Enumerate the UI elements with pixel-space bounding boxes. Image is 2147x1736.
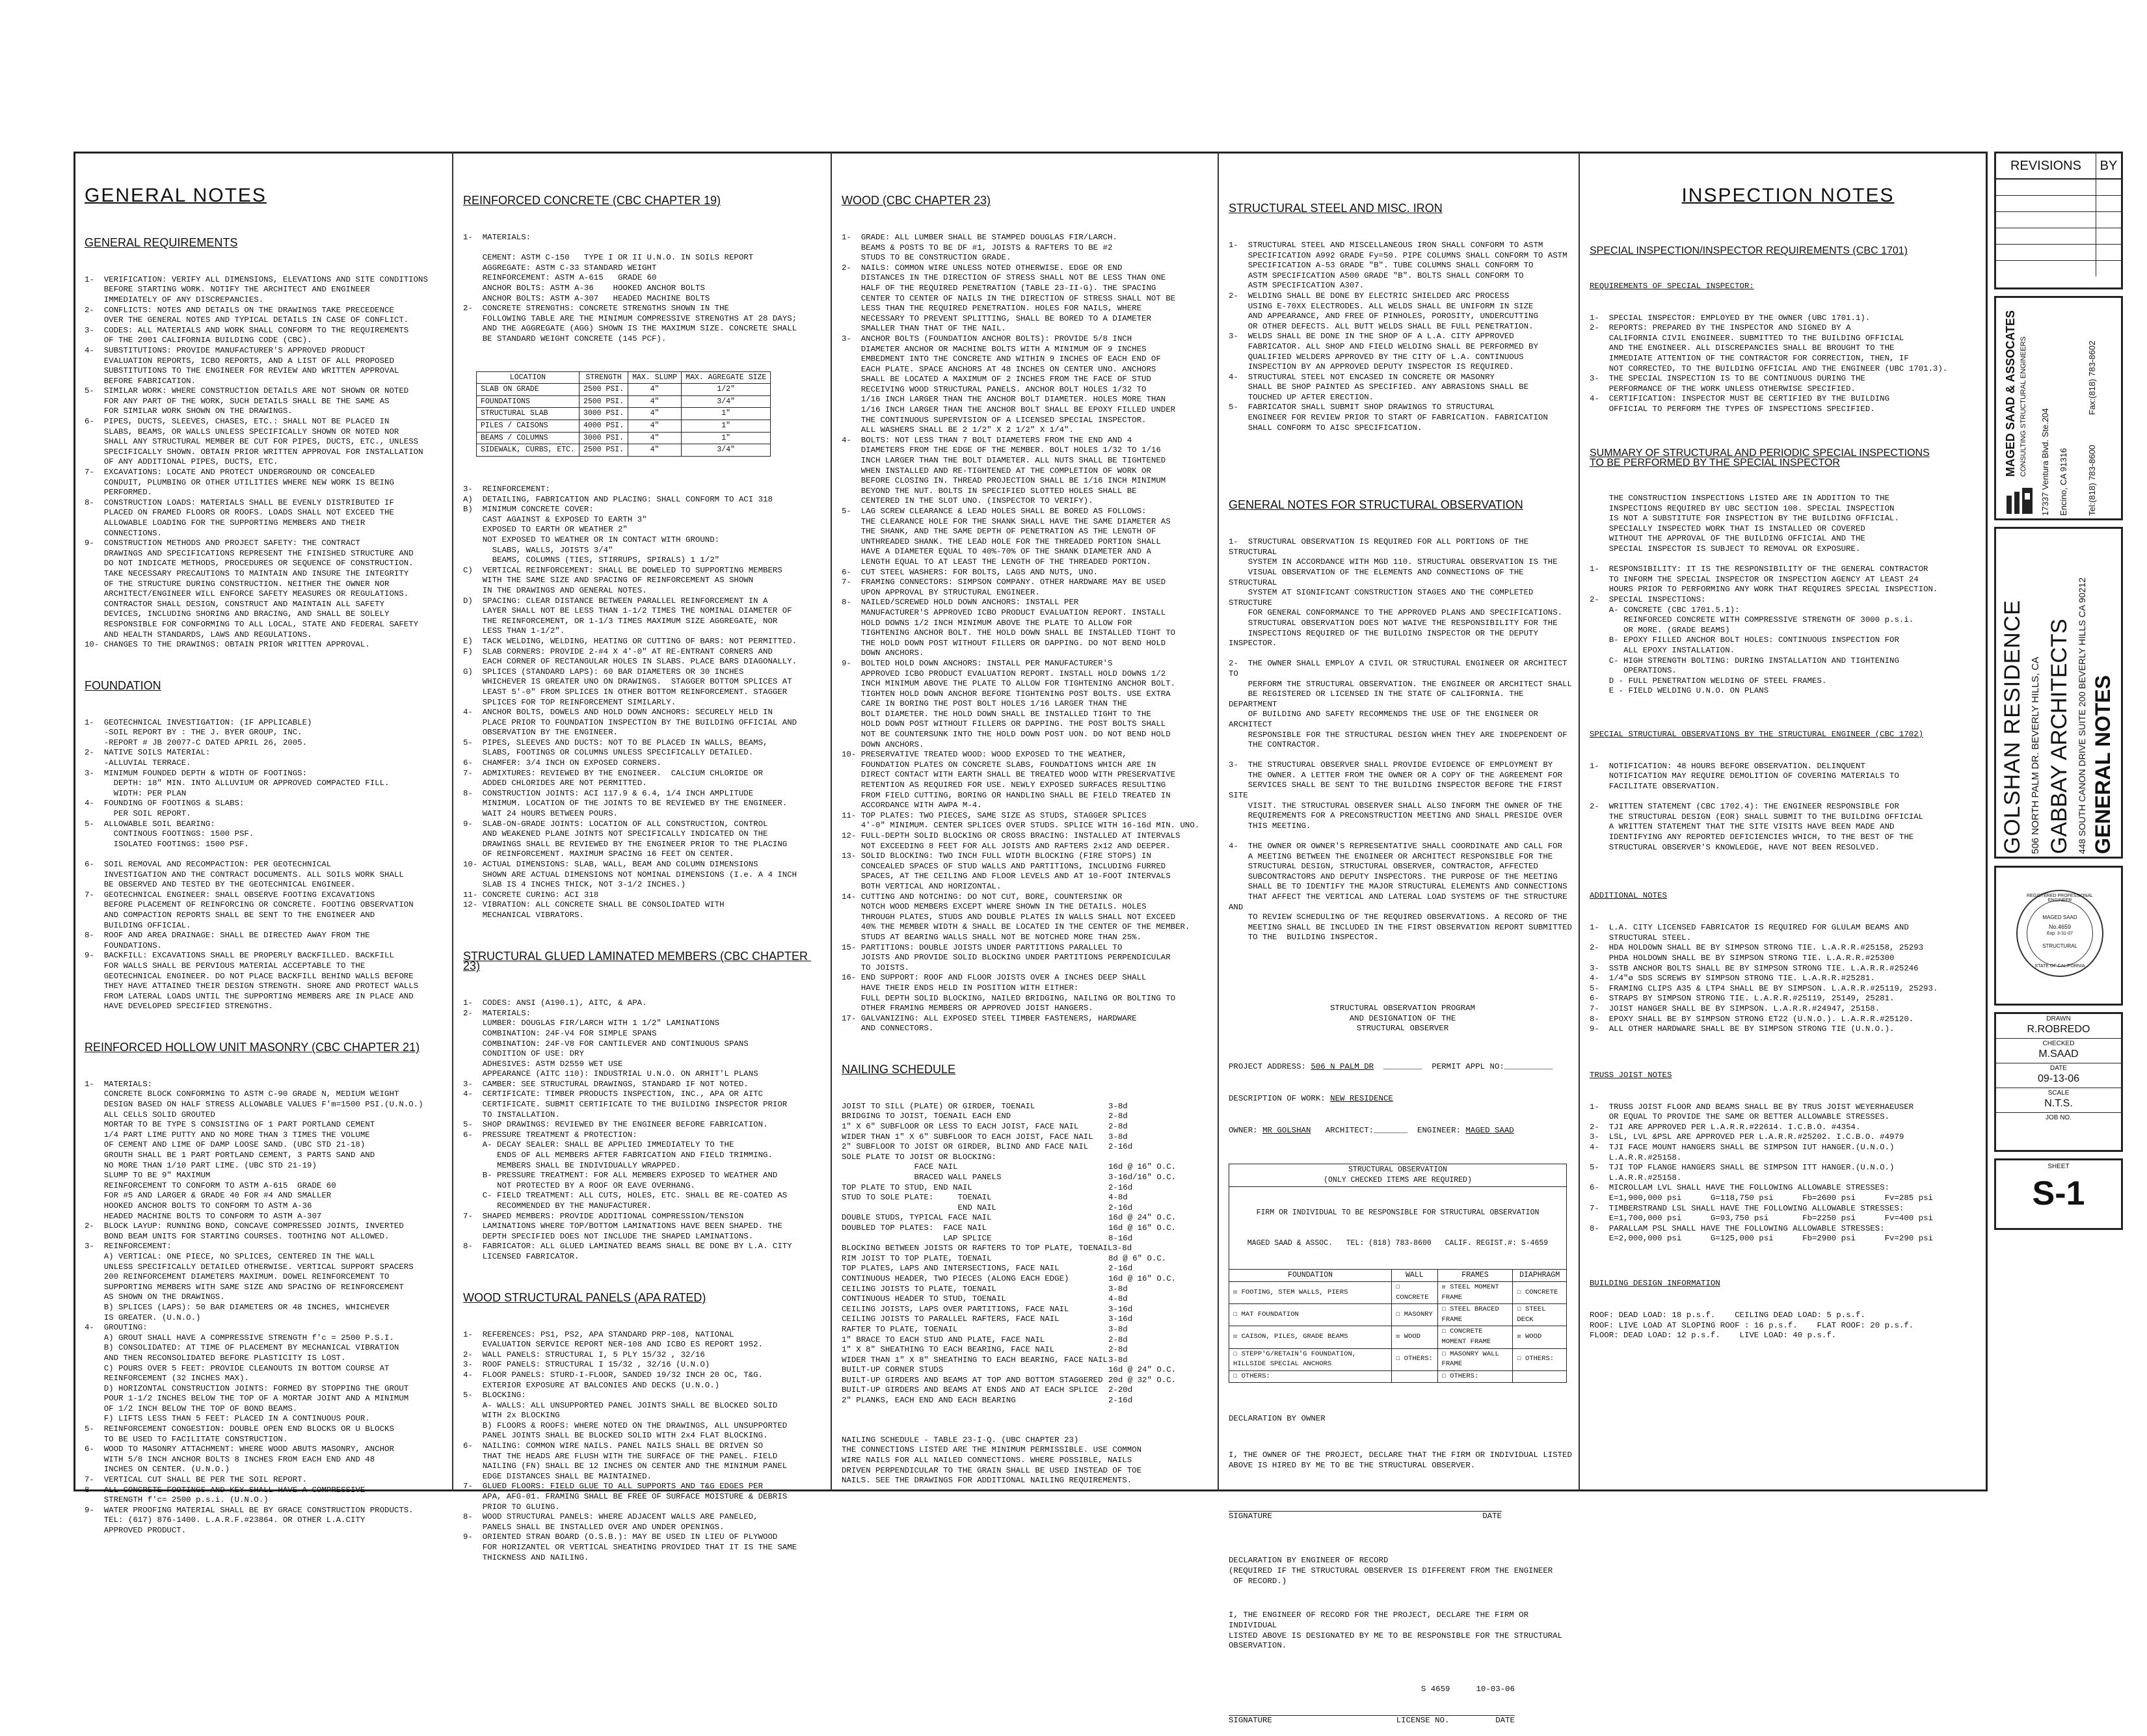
nailing-connection: FACE NAIL (842, 1162, 958, 1172)
checked-label: CHECKED (2042, 1040, 2075, 1047)
column-divider (831, 152, 832, 1491)
nailing-schedule-row (842, 1173, 1180, 1183)
observation-firm-cell (1229, 1186, 1567, 1270)
nailing-schedule-row (842, 1315, 1180, 1325)
nailing-schedule-row (842, 1376, 1180, 1386)
nailing-schedule-row (842, 1285, 1180, 1295)
nailing-fastener: 16d @ 24" O.C. (1108, 1365, 1177, 1375)
nailing-connection: LAP SPLICE (842, 1233, 992, 1243)
signature-date: 10-03-06 (1476, 1685, 1515, 1694)
concrete-table-cell: 1" (682, 420, 771, 433)
nailing-connection: JOIST TO SILL (PLATE) OR GIRDER, TOENAIL (842, 1101, 1035, 1111)
owner-value: MR GOLSHAN (1262, 1125, 1311, 1135)
observation-checkbox-cell: ☐ MAT FOUNDATION (1229, 1304, 1392, 1326)
nailing-fastener (1108, 1153, 1180, 1163)
building-design-heading: BUILDING DESIGN INFORMATION (1590, 1279, 1720, 1289)
summary-inspections-heading: SUMMARY OF STRUCTURAL AND PERIODIC SPECIAL INSPECTIONS TO BE PERFORMED BY THE SPECIAL INSPECTOR (1590, 447, 1930, 469)
observation-checkbox-cell: ☐ CONCRETE MOMENT FRAME (1437, 1326, 1513, 1348)
nailing-schedule-row (842, 1132, 1180, 1143)
concrete-table-cell: STRUCTURAL SLAB (477, 408, 580, 420)
revision-row (1996, 196, 2121, 212)
project-address-label: PROJECT ADDRESS: (1229, 1062, 1306, 1072)
nailing-connection: 2" SUBFLOOR TO JOIST OR GIRDER, BLIND AND FACE NAIL (842, 1142, 1089, 1152)
engineer-label: ENGINEER: (1417, 1125, 1461, 1135)
drawing-info-box (1994, 1012, 2123, 1152)
glulam-heading: STRUCTURAL GLUED LAMINATED MEMBERS (CBC CHAPTER 23) (463, 949, 812, 973)
special-inspection-heading: SPECIAL INSPECTION/INSPECTOR REQUIREMENTS (CBC 1701) (1590, 245, 1908, 256)
concrete-table-cell: 4" (628, 408, 682, 420)
observation-firm-tel: TEL: (818) 783-8600 (1346, 1238, 1432, 1248)
project-address-line: PROJECT ADDRESS: 506 N PALM DR ________ PERMIT APPL NO:__________ (1229, 1062, 1553, 1072)
nailing-fastener: 3-8d (1108, 1101, 1128, 1111)
revisions-by-label: BY (2100, 158, 2118, 173)
nailing-fastener: 2-16d (1108, 1182, 1133, 1192)
declaration-engineer-title: DECLARATION BY ENGINEER OF RECORD (REQUIRED IF THE STRUCTURAL OBSERVER IS DIFFERENT FROM THE ENGINEER OF RECORD.) (1229, 1556, 1553, 1586)
nailing-fastener: 2-16d (1108, 1203, 1133, 1212)
date-row (1996, 1063, 2121, 1088)
date-value: 09-13-06 (2037, 1073, 2080, 1084)
engineer-firm-box (1994, 296, 2123, 520)
observation-table (1229, 1164, 1567, 1383)
job-row (1996, 1113, 2121, 1136)
nailing-connection: STUD TO SOLE PLATE: TOENAIL (842, 1193, 992, 1203)
building-design-text: ROOF: DEAD LOAD: 18 p.s.f. CEILING DEAD LOAD: 5 p.s.f. ROOF: LIVE LOAD AT SLOPING ROOF : 16 p.s.f. FLAT ROOF: 20 p.s.f. FLOOR: DEAD LOAD: 12 p.s.f. LIVE LOAD: 40 p.s.f. (1590, 1310, 1914, 1341)
firm-name: MAGED SAAD & ASSOCATES (2004, 310, 2017, 477)
observation-checkbox-cell: ☐ OTHERS: (1513, 1348, 1567, 1370)
observation-column-header: FRAMES (1437, 1270, 1513, 1282)
column-inspection-notes (1590, 170, 1986, 1488)
nailing-schedule-row (842, 1213, 1180, 1223)
column-divider (1579, 152, 1580, 1491)
observation-checkbox-cell (1513, 1370, 1567, 1383)
nailing-connection: 1" BRACE TO EACH STUD AND PLATE, FACE NAIL (842, 1335, 1045, 1344)
declaration-owner-title: DECLARATION BY OWNER (1229, 1413, 1326, 1423)
project-title: GOLSHAN RESIDENCE (2000, 599, 2025, 854)
nailing-connection: DOUBLE STUDS, TYPICAL FACE NAIL (842, 1213, 992, 1223)
concrete-table-cell: 3/4" (682, 444, 771, 457)
observation-checkbox-cell: ☐ CONCRETE (1513, 1282, 1567, 1304)
nailing-fastener: 3-16d/16" O.C. (1108, 1173, 1177, 1182)
observation-checkbox-cell: ☐ MASONRY (1392, 1304, 1437, 1326)
project-box (1994, 527, 2123, 859)
additional-notes-text: 1- L.A. CITY LICENSED FABRICATOR IS REQUIRED FOR GLULAM BEAMS AND STRUCTURAL STEEL. 2- HDA HOLDOWN SHALL BE BY SIMPSON STRONG TIE. L.A.R.R.#25158, 25293 PHDA HOLDOWN SHALL BE BY SIMPSON STRONG TIE. L.A.R.R.#25300 3- SSTB ANCHOR BOLTS SHALL BE BY SIMPSON STRONG TIE. L.A.R.R.#25246 4- 1/4"ø SDS SCREWS BY SIMPSON STRONG TIE. L.A.R.R.#25281. 5- FRAMING CLIPS A35 & LTP4 SHALL BE BY SIMPSON. L.A.R.R.#25119, 25293. 6- STRAPS BY SIMPSON STRONG TIE. L.A.R.R.#25119, 25149, 25281. 7- JOIST HANGER SHALL BE BY SIMPSON. L.A.R.R.#24947, 25158. 8- EPOXY SHALL BE BY SIMPSON STRONG ET22 (U.N.O.). L.A.R.R.#25120. 9- ALL OTHER HARDWARE SHALL BE BY SIMPSON STRONG TIE (U.N.O.). (1590, 923, 1938, 1034)
nailing-fastener: 2-16d (1108, 1264, 1133, 1274)
seal-expiration: Exp. 3-31-07 (2046, 931, 2074, 936)
nailing-fastener: 16d @ 16" O.C. (1108, 1274, 1177, 1283)
nailing-fastener: 3-16d (1108, 1315, 1133, 1324)
observation-checkbox-cell: ☒ FOOTING, STEM WALLS, PIERS (1229, 1282, 1392, 1304)
wood-panels-text: 1- REFERENCES: PS1, PS2, APA STANDARD PRP-108, NATIONAL EVALUATION SERVICE REPORT NER-108 AND ICBO ES REPORT 1952. 2- WALL PANELS: STRUCTURAL I, 5 PLY 15/32 , 32/16 3- ROOF PANELS: STRUCTURAL I 15/32 , 32/16 (U.N.O) 4- FLOOR PANELS: STURD-I-FLOOR, SANDED 19/32 INCH 20 OC, T&G. EXTERIOR EXPOSURE AT BALCONIES AND DECKS (U.N.O.) 5- BLOCKING: A- WALLS: ALL UNSUPPORTED PANEL JOINTS SHALL BE BLOCKED SOLID WITH 2x BLOCKING B) FLOORS & ROOFS: WHERE NOTED ON THE DRAWINGS, ALL UNSUPPORTED PANEL JOINTS SHALL BE BLOCKED SOLID WITH 2x4 FLAT BLOCKING. 6- NAILING: COMMON WIRE NAILS. PANEL NAILS SHALL BE DRIVEN SO THAT THE HEADS ARE FLUSH WITH THE SURFACE OF THE PANEL. FIELD NAILING (FN) SHALL BE 12 INCHES ON CENTER AND THE MINIMUM PANEL EDGE DISTANCES SHALL BE MAINTAINED. 7- GLUED FLOORS: FIELD GLUE TO ALL SUPPORTS AND T&G EDGES PER APA, AFG-01. FRAMING SHALL BE FREE OF SURFACE MOISTURE & DEBRIS PRIOR TO GLUING. 8- WOOD STRUCTURAL PANELS: WHERE ADJACENT WALLS ARE PANELED, PANELS SHALL BE INSTALLED OVER AND UNDER OPENINGS. 9- ORIENTED STRAN BOARD (O.S.B.): MAY BE USED IN LIEU OF PLYWOOD FOR HORIZANTEL OR VERTICAL SHEATHING PROVIDED THAT IT IS THE SAME THICKNESS AND NAILING. (463, 1329, 797, 1562)
revision-row (1996, 180, 2121, 196)
general-requirements-heading: GENERAL REQUIREMENTS (85, 235, 238, 249)
nailing-fastener: 16d @ 24" O.C. (1108, 1213, 1177, 1223)
steel-text: 1- STRUCTURAL STEEL AND MISCELLANEOUS IRON SHALL CONFORM TO ASTM SPECIFICATION A992 GRADE Fy=50. PIPE COLUMNS SHALL CONFORM TO ASTM SPECIFICATION A-53 GRADE "B". TUBE COLUMNS SHALL CONFORM TO ASTM SPECIFICATION A500 GRADE "B". BOLTS SHALL CONFORM TO ASTM SPECIFICATION A307. 2- WELDING SHALL BE DONE BY ELECTRIC SHIELDED ARC PROCESS USING E-70XX ELECTRODES. ALL WELDS SHALL BE UNIFORM IN SIZE AND APPEARANCE, AND FREE OF PINHOLES, POROSITY, UNDERCUTTING OR OTHER DEFECTS. ALL BUTT WELDS SHALL BE FULL PENETRATION. 3- WELDS SHALL BE DONE IN THE SHOP OF A L.A. CITY APPROVED FABRICATOR. ALL SHOP AND FIELD WELDING SHALL BE PERFORMED BY QUALIFIED WELDERS APPROVED BY THE CITY OF L.A. CONTINUOUS INSPECTION BY AN APPROVED DEPUTY INSPECTOR IS REQUIRED. 4- STRUCTURAL STEEL NOT ENCASED IN CONCRETE OR MASONRY SHALL BE SHOP PAINTED AS SPECIFIED. ANY ABRASIONS SHALL BE TOUCHED UP AFTER ERECTION. 5- FABRICATOR SHALL SUBMIT SHOP DRAWINGS TO STRUCTURAL ENGINEER FOR REVIEW PRIOR TO START OF FABRICATION. FABRICATION SHALL CONFORM TO AISC SPECIFICATION. (1229, 240, 1567, 433)
nailing-schedule-row (842, 1112, 1180, 1122)
observation-checkbox-cell: ☐ STEEL BRACED FRAME (1437, 1304, 1513, 1326)
general-notes-title: GENERAL NOTES (85, 185, 267, 207)
observation-checkbox-cell: ☐ OTHERS: (1229, 1370, 1392, 1383)
concrete-table-cell: 4" (628, 384, 682, 396)
nailing-connection: BRACED WALL PANELS (842, 1173, 1002, 1182)
seal-type: STRUCTURAL (2042, 943, 2077, 949)
concrete-table-header: MAX. AGREGATE SIZE (682, 371, 771, 384)
nailing-connection: BUILT-UP GIRDERS AND BEAMS AT TOP AND BOTTOM STAGGERED (842, 1375, 1103, 1385)
concrete-table-row (477, 420, 771, 433)
concrete-table-row (477, 384, 771, 396)
observation-checkbox-cell (1392, 1370, 1437, 1383)
nailing-schedule-row (842, 1162, 1180, 1173)
observation-table-title: STRUCTURAL OBSERVATION (ONLY CHECKED ITEMS ARE REQUIRED) (1229, 1164, 1567, 1186)
concrete-table-cell: 4" (628, 432, 682, 444)
observation-text: 1- STRUCTURAL OBSERVATION IS REQUIRED FOR ALL PORTIONS OF THE STRUCTURAL SYSTEM IN ACCORDANCE WITH MGD 110. STRUCTURAL OBSERVATION IS THE VISUAL OBSERVATION OF THE ELEMENTS AND CONNECTIONS OF THE STRUCTURAL SYSTEM AT SIGNIFICANT CONSTRUCTION STAGES AND THE COMPLETED STRUCTURE FOR GENERAL CONFORMANCE TO THE APPROVED PLANS AND SPECIFICATIONS. STRUCTURAL OBSERVATION DOES NOT WAIVE THE RESPONSIBILITY FOR THE INSPECTIONS REQUIRED OF THE BUILDING INSPECTOR OR THE DEPUTY INSPECTOR. 2- THE OWNER SHALL EMPLOY A CIVIL OR STRUCTURAL ENGINEER OR ARCHITECT TO PERFORM THE STRUCTURAL OBSERVATION. THE ENGINEER OR ARCHITECT SHALL BE REGISTERED OR LICENSED IN THE STATE OF CALIFORNIA. THE DEPARTMENT OF BUILDING AND SAFETY RECOMMENDS THE USE OF THE ENGINEER OR ARCHITECT RESPONSIBLE FOR THE STRUCTURAL DESIGN WHEN THEY ARE INDEPENDENT OF THE CONTRACTOR. 3- THE STRUCTURAL OBSERVER SHALL PROVIDE EVIDENCE OF EMPLOYMENT BY THE OWNER. A LETTER FROM THE OWNER OR A COPY OF THE AGREEMENT FOR SERVICES SHALL BE SENT TO THE BUILDING INSPECTOR BEFORE THE FIRST SITE VISIT. THE STRUCTURAL OBSERVER SHALL ALSO INFORM THE OWNER OF THE REQUIREMENTS FOR A PRECONSTRUCTION MEETING AND SHALL PRESIDE OVER THIS MEETING. 4- THE OWNER OR OWNER'S REPRESENTATIVE SHALL COORDINATE AND CALL FOR A MEETING BETWEEN THE ENGINEER OR ARCHITECT RESPONSIBLE FOR THE STRUCTURAL DESIGN, STRUCTURAL OBSERVER, CONTRACTOR, AFFECTED SUBCONTRACTORS AND DEPUTY INSPECTORS. THE PURPOSE OF THE MEETING SHALL BE TO IDENTIFY THE MAJOR STRUCTURAL ELEMENTS AND CONNECTIONS THAT AFFECT THE VERTICAL AND LATERAL LOAD SYSTEMS OF THE STRUCTURE AND TO REVIEW SCHEDULING OF THE REQUIRED OBSERVATIONS. A RECORD OF THE MEETING SHALL BE INCLUDED IN THE FIRST OBSERVATION REPORT SUBMITTED TO THE BUILDING INSPECTOR. (1229, 537, 1572, 942)
truss-joist-heading: TRUSS JOIST NOTES (1590, 1070, 1672, 1080)
nailing-schedule-row (842, 1244, 1180, 1254)
concrete-table-cell: 4000 PSI. (579, 420, 628, 433)
nailing-schedule-footnote: NAILING SCHEDULE - TABLE 23-I-Q. (UBC CHAPTER 23) THE CONNECTIONS LISTED ARE THE MINIMUM PERMISSIBLE. USE COMMON WIRE NAILS FOR ALL NAILED CONNECTIONS. WHERE POSSIBLE, NAILS DRIVEN PERPENDICULAR TO THE GRAIN SHALL BE USED INSTEAD OF TOE NAILS. SEE THE DRAWINGS FOR ADDITIONAL NAILING REQUIREMENTS. (842, 1435, 1142, 1486)
engineer-signature-values (1229, 1685, 1515, 1695)
special-inspector-subheading: REQUIREMENTS OF SPECIAL INSPECTOR: (1590, 281, 1754, 291)
concrete-table-cell: FOUNDATIONS (477, 395, 580, 408)
nailing-connection: WIDER THAN 1" X 8" SHEATHING TO EACH BEARING, FACE NAIL (842, 1355, 1108, 1365)
nailing-schedule-row (842, 1254, 1180, 1264)
permit-label: PERMIT APPL NO: (1432, 1062, 1504, 1072)
nailing-fastener: 2-16d (1108, 1142, 1133, 1152)
observation-firm-reg: CALIF. REGIST.#: S-4659 (1445, 1238, 1549, 1248)
column-divider (1218, 152, 1219, 1491)
sheet-label: SHEET (2047, 1163, 2070, 1170)
concrete-table-row (477, 432, 771, 444)
structural-observations-text: 1- NOTIFICATION: 48 HOURS BEFORE OBSERVATION. DELINQUENT NOTIFICATION MAY REQUIRE DEMOLITION OF COVERING MATERIALS TO FACILITATE OBSERVATION. 2- WRITTEN STATEMENT (CBC 1702.4): THE ENGINEER RESPONSIBLE FOR THE STRUCTURAL DESIGN (EOR) SHALL SUBMIT TO THE BUILDING OFFICIAL A WRITTEN STATEMENT THAT THE SITE VISITS HAVE BEEN MADE AND IDENTIFYING ANY REPORTED DEFICIENCIES WHICH, TO THE BEST OF THE STRUCTURAL OBSERVER'S KNOWLEDGE, HAVE NOT BEEN RESOLVED. (1590, 761, 1924, 852)
concrete-table-cell: 1/2" (682, 384, 771, 396)
nailing-connection: CONTINUOUS HEADER, TWO PIECES (ALONG EACH EDGE) (842, 1274, 1069, 1283)
concrete-table-cell: PILES / CAISONS (477, 420, 580, 433)
concrete-reinforcement-text: 3- REINFORCEMENT: A) DETAILING, FABRICATION AND PLACING: SHALL CONFORM TO ACI 318 B) MINIMUM CONCRETE COVER: CAST AGAINST & EXPOSED TO EARTH 3" EXPOSED TO EARTH OR WEATHER 2" NOT EXPOSED TO WEATHER OR IN CONTACT WITH GROUND: SLABS, WALLS, JOISTS 3/4" BEAMS, COLUMNS (TIES, STIRRUPS, SPIRALS) 1 1/2" C) VERTICAL REINFORCEMENT: SHALL BE DOWELED TO SUPPORTING MEMBERS WITH THE SAME SIZE AND SPACING OF REINFORCEMENT AS SHOWN IN THE DRAWINGS AND GENERAL NOTES. D) SPACING: CLEAR DISTANCE BETWEEN PARALLEL REINFORCEMENT IN A LAYER SHALL NOT BE LESS THAN 1-1/2 TIMES THE NOMINAL DIAMETER OF THE REINFORCEMENT, OR 1-1/3 TIMES MAXIMUM SIZE AGGREGATE, NOR LESS THAN 1-1/2". E) TACK WELDING, WELDING, HEATING OR CUTTING OF BARS: NOT PERMITTED. F) SLAB CORNERS: PROVIDE 2-#4 X 4'-0" AT RE-ENTRANT CORNERS AND EACH CORNER OF RECTANGULAR HOLES IN SLABS. PLACE BARS DIAGONALLY. G) SPLICES (STANDARD LAPS): 60 BAR DIAMETERS OR 30 INCHES WHICHEVER IS GREATER UNO ON DRAWINGS. STAGGER BOTTOM SPLICES AT LEAST 5'-0" FROM SPLICES IN OTHER BOTTOM REINFORCEMENT. STAGGER SPLICES FOR TOP REINFORCEMENT SIMILARLY. 4- ANCHOR BOLTS, DOWELS AND HOLD DOWN ANCHORS: SECURELY HELD IN PLACE PRIOR TO FOUNDATION INSPECTION BY THE BUILDING OFFICIAL AND OBSERVATION BY THE ENGINEER. 5- PIPES, SLEEVES AND DUCTS: NOT TO BE PLACED IN WALLS, BEAMS, SLABS, FOOTINGS OR COLUMNS UNLESS SPECIFICALLY DETAILED. 6- CHAMFER: 3/4 INCH ON EXPOSED CORNERS. 7- ADMIXTURES: REVIEWED BY THE ENGINEER. CALCIUM CHLORIDE OR ADDED CHLORIDES ARE NOT PERMITTED. 8- CONSTRUCTION JOINTS: ACI 117.9 & 6.4, 1/4 INCH AMPLITUDE MINIMUM. LOCATION OF THE JOINTS TO BE REVIEWED BY THE ENGINEER. WAIT 24 HOURS BETWEEN POURS. 9- SLAB-ON-GRADE JOINTS: LOCATION OF ALL CONSTRUCTION, CONTROL AND WEAKENED PLANE JOINTS NOT SPECIFICALLY INDICATED ON THE DRAWINGS SHALL BE REVIEWED BY THE ENGINEER PRIOR TO THE PLACING OF REINFORCEMENT. MAXIMUM SPACING 16 FEET ON CENTER. 10- ACTUAL DIMENSIONS: SLAB, WALL, BEAM AND COLUMN DIMENSIONS SHOWN ARE ACTUAL DIMENSIONS NOT NOMINAL DIMENSIONS (I.e. A 4 INCH SLAB IS 4 INCHES THICK, NOT 3-1/2 INCHES.) 11- CONCRETE CURING: ACI 318 12- VIBRATION: ALL CONCRETE SHALL BE CONSOLIDATED WITH MECHANICAL VIBRATORS. (463, 485, 797, 920)
concrete-table-cell: 3000 PSI. (579, 408, 628, 420)
masonry-heading: REINFORCED HOLLOW UNIT MASONRY (CBC CHAPTER 21) (85, 1041, 420, 1054)
architect-address: 448 SOUTH CANON DRIVE SUITE 200 BEVERLY HILLS CA 90212 (2077, 577, 2087, 854)
nailing-connection: BRIDGING TO JOIST, TOENAIL EACH END (842, 1112, 1011, 1121)
sheet-title: GENERAL NOTES (2091, 675, 2114, 854)
concrete-table-cell: BEAMS / COLUMNS (477, 432, 580, 444)
nailing-fastener: 16d @ 16" O.C. (1108, 1162, 1177, 1172)
nailing-connection: CEILING JOISTS, LAPS OVER PARTITIONS, FACE NAIL (842, 1304, 1069, 1314)
nailing-connection: DOUBLED TOP PLATES: FACE NAIL (842, 1223, 987, 1233)
observation-checkbox-cell: ☒ CAISON, PILES, GRADE BEAMS (1229, 1326, 1392, 1348)
concrete-table-cell: 3/4" (682, 395, 771, 408)
description-label: DESCRIPTION OF WORK: (1229, 1093, 1326, 1103)
nailing-schedule-row (842, 1183, 1180, 1194)
nailing-schedule-row (842, 1274, 1180, 1285)
nailing-fastener: 8d @ 6" O.C. (1108, 1253, 1167, 1263)
concrete-table-row (477, 408, 771, 420)
column-general-notes (85, 170, 449, 1535)
nailing-schedule-row (842, 1223, 1180, 1234)
firm-logo-icon (2005, 487, 2034, 515)
nailing-fastener: 3-8d (1108, 1324, 1128, 1334)
wood-text: 1- GRADE: ALL LUMBER SHALL BE STAMPED DOUGLAS FIR/LARCH. BEAMS & POSTS TO BE DF #1, JOISTS & RAFTERS TO BE #2 STUDS TO BE CONSTRUCTION GRADE. 2- NAILS: COMMON WIRE UNLESS NOTED OTHERWISE. EDGE OR END DISTANCES IN THE DIRECTION OF STRESS SHALL NOT BE LESS THAN ONE HALF OF THE REQUIRED PENETRATION (TABLE 23-II-G). THE SPACING CENTER TO CENTER OF NAILS IN THE DIRECTION OF STRESS SHALL NOT BE LESS THAN THE REQUIRED PENETRATION. HOLES FOR NAILS, WHERE NECESSARY TO PREVENT SPLITTING, SHALL BE BORED TO A DIAMETER SMALLER THAN THAT OF THE NAIL. 3- ANCHOR BOLTS (FOUNDATION ANCHOR BOLTS): PROVIDE 5/8 INCH DIAMETER ANCHOR OR MACHINE BOLTS WITH A MINIMUM OF 9 INCHES EMBEDMENT INTO THE CONCRETE AND WITHIN 9 INCHES OF EACH END OF EACH PLATE. SPACE ANCHORS AT 48 INCHES ON CENTER UNO. ANCHORS SHALL BE LOCATED A MAXIMUM OF 2 INCHES FROM THE FACE OF STUD RECEIVING WOOD STRUCTURAL PANELS. ANCHOR BOLT HOLES 1/32 TO 1/16 INCH LARGER THAN THE ANCHOR BOLT DIAMETER. HOLES MORE THAN 1/16 INCH LARGER THAN THE ANCHOR BOLT SHALL BE EPOXY FILLED UNDER THE CONTINUOUS SUPERVISION OF A LICENSED SPECIAL INSPECTOR. ALL WASHERS SHALL BE 2 1/2" X 2 1/2" X 1/4". 4- BOLTS: NOT LESS THAN 7 BOLT DIAMETERS FROM THE END AND 4 DIAMETERS FROM THE EDGE OF THE MEMBER. BOLT HOLES 1/32 TO 1/16 INCH LARGER THAN THE BOLT DIAMETER. ALL NUTS SHALL BE TIGHTENED WHEN INSTALLED AND RE-TIGHTENED AT THE COMPLETION OF WORK OR BEFORE CLOSING IN. THREAD PROJECTION SHALL BE 1/16 INCH MINIMUM BEYOND THE NUT. BOLTS IN SPECIFIED SLOTTED HOLES SHALL BE CENTERED IN THE SLOT UNO. (INSPECTOR TO VERIFY). 5- LAG SCREW CLEARANCE & LEAD HOLES SHALL BE BORED AS FOLLOWS: THE CLEARANCE HOLE FOR THE SHANK SHALL HAVE THE SAME DIAMETER AS THE SHANK, AND THE SAME DEPTH OF PENETRATION AS THE LENGTH OF UNTHREADED SHANK. THE LEAD HOLE FOR THE THREADED PORTION SHALL HAVE A DIAMETER EQUAL TO 40%-70% OF THE SHANK DIAMETER AND A LENGTH EQUAL TO AT LEAST THE LENGTH OF THE THREADED PORTION. 6- CUT STEEL WASHERS: FOR BOLTS, LAGS AND NUTS, UNO. 7- FRAMING CONNECTORS: SIMPSON COMPANY. OTHER HARDWARE MAY BE USED UPON APPROVAL BY STRUCTURAL ENGINEER. 8- NAILED/SCREWED HOLD DOWN ANCHORS: INSTALL PER MANUFACTURER'S APPROVED ICBO PRODUCT EVALUATION REPORT. INSTALL HOLD DOWNS 1/2 INCH MINIMUM ABOVE THE PLATE TO ALLOW FOR TIGHTENING ANCHOR BOLT. THE HOLD DOWN SHALL BE INSTALLED TIGHT TO THE HOLD DOWN POST WITHOUT FILLERS OR DAPPING. DO NOT BEND HOLD DOWN ANCHORS. 9- BOLTED HOLD DOWN ANCHORS: INSTALL PER MANUFACTURER'S APPROVED ICBO PRODUCT EVALUATION REPORT. INSTALL HOLD DOWNS 1/2 INCH MINIMUM ABOVE THE PLATE TO ALLOW FOR TIGHTENING ANCHOR BOLT. TIGHTEN HOLD DOWN ANCHOR BEFORE TIGHTENING POST BOLTS. USE EXTRA CARE IN BORING THE POST BOLT HOLES 1/16 LARGER THAN THE BOLT DIAMETER. THE HOLD DOWN SHALL BE INSTALLED TIGHT TO THE HOLD DOWN POST WITHOUT FILLERS OR DAPPING. THE POST BOLTS SHALL NOT BE COUNTERSUNK INTO THE HOLD DOWN POST UON. DO NOT BEND HOLD DOWN ANCHORS. 10- PRESERVATIVE TREATED WOOD: WOOD EXPOSED TO THE WEATHER, FOUNDATION PLATES ON CONCRETE SLABS, FOUNDATIONS WHICH ARE IN DIRECT CONTACT WITH EARTH SHALL BE TREATED WOOD WITH PRESERVATIVE RETENTION AS REQUIRED FOR USE. NEWLY EXPOSED SURFACES RESULTING FROM FIELD CUTTING, BORING OR HANDLING SHALL BE FIELD TREATED IN ACCORDANCE WITH AWPA M-4. 11- TOP PLATES: TWO PIECES, SAME SIZE AS STUDS, STAGGER SPLICES 4'-0" MINIMUM. CENTER SPLICES OVER STUDS. SPLICE WITH 16-16d MIN. UNO. 12- FULL-DEPTH SOLID BLOCKING OR CROSS BRACING: INSTALLED AT INTERVALS NOT EXCEEDING 8 FEET FOR ALL JOISTS AND RAFTERS 2x12 AND DEEPER. 13- SOLID BLOCKING: TWO INCH FULL WIDTH BLOCKING (FIRE STOPS) IN CONCEALED SPACES OF STUD WALLS AND PARTITIONS, INCLUDING FURRED SPACES, AT THE CEILING AND FLOOR LEVELS AND AT 10-FOOT INTERVALS BOTH VERTICAL AND HORIZONTAL. 14- CUTTING AND NOTCHING: DO NOT CUT, BORE, COUNTERSINK OR NOTCH WOOD MEMBERS EXCEPT WHERE SHOWN IN THE DETAILS. HOLES THROUGH PLATES, STUDS AND DOUBLE PLATES IN WALLS SHALL NOT EXCEED 40% THE MEMBER WIDTH & SHALL BE LOCATED IN THE CENTER OF THE MEMBER. STUDS AT BEARING WALLS SHALL NOT BE NOTCHED MORE THAN 25%. 15- PARTITIONS: DOUBLE JOISTS UNDER PARTITIONS PARALLEL TO JOISTS AND PROVIDE SOLID BLOCKING UNDER PARTITIONS PERPENDICULAR TO JOISTS. 16- END SUPPORT: ROOF AND FLOOR JOISTS OVER A INCHES DEEP SHALL HAVE THEIR ENDS HELD IN POSITION WITH EITHER: FULL DEPTH SOLID BLOCKING, NAILED BRIDGING, NAILING OR BOLTING TO OTHER FRAMING MEMBERS OR APPROVED JOIST HANGERS. 17- GALVANIZING: ALL EXPOSED STEEL TIMBER FASTENERS, HARDWARE AND CONNECTORS. (842, 232, 1200, 1034)
seal-state: STATE OF CALIFORNIA (2034, 964, 2085, 968)
nailing-connection: TOP PLATES, LAPS AND INTERSECTIONS, FACE NAIL (842, 1264, 1060, 1274)
observation-row (1229, 1282, 1567, 1304)
concrete-table-header: MAX. SLUMP (628, 371, 682, 384)
foundation-heading: FOUNDATION (85, 678, 161, 692)
owner-signature-line (1229, 1511, 1502, 1522)
nailing-schedule-list (842, 1102, 1180, 1406)
owner-signature-label: SIGNATURE (1229, 1511, 1272, 1521)
observation-heading: GENERAL NOTES FOR STRUCTURAL OBSERVATION (1229, 498, 1523, 512)
wood-heading: WOOD (CBC CHAPTER 23) (842, 194, 991, 207)
project-address-value: 506 N PALM DR (1311, 1062, 1374, 1072)
nailing-schedule-row (842, 1102, 1180, 1112)
concrete-heading: REINFORCED CONCRETE (CBC CHAPTER 19) (463, 194, 721, 207)
revisions-label: REVISIONS (1996, 154, 2096, 178)
nailing-fastener: 8-16d (1108, 1233, 1133, 1243)
nailing-fastener: 3-8d (1108, 1132, 1128, 1142)
drawn-row (1996, 1014, 2121, 1039)
observation-firm-line: FIRM OR INDIVIDUAL TO BE RESPONSIBLE FOR STRUCTURAL OBSERVATION (1256, 1208, 1540, 1217)
concrete-table-cell: 4" (628, 395, 682, 408)
drawn-value: R.ROBREDO (2027, 1024, 2090, 1035)
checked-value: M.SAAD (2038, 1048, 2079, 1060)
firm-address-1: 17337 Ventura Blvd. Ste.204 (2040, 408, 2050, 516)
seal-box (1994, 866, 2123, 1006)
license-label: LICENSE NO. (1396, 1715, 1450, 1725)
nailing-schedule-row (842, 1294, 1180, 1305)
nailing-schedule-row (842, 1264, 1180, 1274)
concrete-table-row (477, 395, 771, 408)
nailing-connection: BUILT-UP GIRDERS AND BEAMS AT ENDS AND AT EACH SPLICE (842, 1385, 1099, 1395)
scale-label: SCALE (2047, 1089, 2070, 1097)
concrete-table-cell: SLAB ON GRADE (477, 384, 580, 396)
nailing-schedule-row (842, 1365, 1180, 1376)
nailing-schedule-row (842, 1385, 1180, 1396)
observation-checkbox-cell: ☒ STEEL MOMENT FRAME (1437, 1282, 1513, 1304)
observation-checkbox-cell: ☒ WOOD (1513, 1326, 1567, 1348)
nailing-connection: CONTINUOUS HEADER TO STUD, TOENAIL (842, 1294, 1006, 1304)
column-concrete-wood (463, 170, 827, 1562)
firm-address-2: Encino, CA 91316 (2059, 447, 2068, 516)
revisions-header (1996, 154, 2121, 180)
nailing-schedule-row (842, 1325, 1180, 1335)
revision-row (1996, 261, 2121, 276)
nailing-connection: WIDER THAN 1" X 6" SUBFLOOR TO EACH JOIST, FACE NAIL (842, 1132, 1093, 1142)
observation-checkbox-cell: ☒ WOOD (1392, 1326, 1437, 1348)
engineer-date-label: DATE (1495, 1715, 1515, 1725)
column-steel-observation (1229, 170, 1577, 1725)
engineer-seal (2016, 890, 2103, 977)
concrete-table-header: STRENGTH (579, 371, 628, 384)
glulam-text: 1- CODES: ANSI (A190.1), AITC, & APA. 2- MATERIALS: LUMBER: DOUGLAS FIR/LARCH WITH 1 1/2" LAMINATIONS COMBINATION: 24F-V4 FOR SIMPLE SPANS COMBINATION: 24F-V8 FOR CANTILEVER AND CONTINUOUS SPANS CONDITION OF USE: DRY ADHESIVES: ASTM D2559 WET USE APPEARANCE (AITC 110): INDUSTRIAL U.N.O. ON ARHIT'L PLANS 3- CAMBER: SEE STRUCTURAL DRAWINGS, STANDARD IF NOT NOTED. 4- CERTIFICATE: TIMBER PRODUCTS INSPECTION, INC., APA OR AITC CERTIFICATE. SUBMIT CERTIFICATE TO THE BUILDING INSPECTOR PRIOR TO INSTALLATION. 5- SHOP DRAWINGS: REVIEWED BY THE ENGINEER BEFORE FABRICATION. 6- PRESSURE TREATMENT & PROTECTION: A- DECAY SEALER: SHALL BE APPLIED IMMEDIATELY TO THE ENDS OF ALL MEMBERS AFTER FABRICATION AND FIELD TRIMMING. MEMBERS SHALL BE INDIVIDUALLY WRAPPED. B- PRESSURE TREATMENT: FOR ALL MEMBERS EXPOSED TO WEATHER AND NOT PROTECTED BY A ROOF OR EAVE OVERHANG. C- FIELD TREATMENT: ALL CUTS, HOLES, ETC. SHALL BE RE-COATED AS RECOMMENDED BY THE MANUFACTURER. 7- SHAPED MEMBERS: PROVIDE ADDITIONAL COMPRESSION/TENSION LAMINATIONS WHERE TOP/BOTTOM LAMINATIONS HAVE BEEN SHAPED. THE DEPTH SPECIFIED DOES NOT INCLUDE THE SHAPED LAMINATIONS. 8- FABRICATOR: ALL GLUED LAMINATED BEAMS SHALL BE DONE BY L.A. CITY LICENSED FABRICATOR. (463, 998, 792, 1261)
revision-row (1996, 228, 2121, 245)
scale-row (1996, 1088, 2121, 1113)
observation-checkbox-cell: ☐ CONCRETE (1392, 1282, 1437, 1304)
column-divider (452, 152, 453, 1491)
owner-label: OWNER: (1229, 1125, 1258, 1135)
nailing-connection: SOLE PLATE TO JOIST OR BLOCKING: (842, 1152, 996, 1162)
license-number: S 4659 (1420, 1685, 1450, 1694)
firm-telephone: Tel:(818) 783-8600 (2087, 444, 2097, 516)
concrete-table-cell: 2500 PSI. (579, 395, 628, 408)
summary-inspections-text: THE CONSTRUCTION INSPECTIONS LISTED ARE IN ADDITION TO THE INSPECTIONS REQUIRED BY UBC SECTION 108. SPECIAL INSPECTION IS NOT A SUBSTITUTE FOR INSPECTION BY THE BUILDING OFFICIAL. SPECIALLY INSPECTED WORK THAT IS INSTALLED OR COVERED WITHOUT THE APPROVAL OF THE BUILDING OFFICIAL AND THE SPECIAL INSPECTOR IS SUBJECT TO REMOVAL OR EXPOSURE. 1- RESPONSIBILITY: IT IS THE RESPONSIBILITY OF THE GENERAL CONTRACTOR TO INFORM THE SPECIAL INSPECTOR OR INSPECTION AGENCY AT LEAST 24 HOURS PRIOR TO PERFORMING ANY WORK THAT REQUIRES SPECIAL INSPECTION. 2- SPECIAL INSPECTIONS: A- CONCRETE (CBC 1701.5.1): REINFORCED CONCRETE WITH COMPRESSIVE STRENGTH OF 3000 p.s.i. OR MORE. (GRADE BEAMS) B- EPOXY FILLED ANCHOR BOLT HOLES: CONTINUOUS INSPECTION FOR ALL EPOXY INSTALLATION. C- HIGH STRENGTH BOLTING: DURING INSTALLATION AND TIGHTENING OPERATIONS. D - FULL PENETRATION WELDING OF STEEL FRAMES. E - FIELD WELDING U.N.O. ON PLANS (1590, 494, 1938, 696)
observation-row (1229, 1370, 1567, 1383)
nailing-fastener: 4-8d (1108, 1193, 1128, 1203)
general-requirements-text: 1- VERIFICATION: VERIFY ALL DIMENSIONS, ELEVATIONS AND SITE CONDITIONS BEFORE STARTING WORK. NOTIFY THE ARCHITECT AND ENGINEER IMMEDIATELY OF ANY DISCREPANCIES. 2- CONFLICTS: NOTES AND DETAILS ON THE DRAWINGS TAKE PRECEDENCE OVER THE GENERAL NOTES AND TYPICAL DETAILS IN CASE OF CONFLICT. 3- CODES: ALL MATERIALS AND WORK SHALL CONFORM TO THE REQUIREMENTS OF THE 2001 CALIFORNIA BUILDING CODE (CBC). 4- SUBSTITUTIONS: PROVIDE MANUFACTURER'S APPROVED PRODUCT EVALUATION REPORTS, ICBO REPORTS, AND A LIST OF ALL PROPOSED SUBSTITUTIONS TO THE ENGINEER FOR REVIEW AND WRITTEN APPROVAL BEFORE FABRICATION. 5- SIMILAR WORK: WHERE CONSTRUCTION DETAILS ARE NOT SHOWN OR NOTED FOR ANY PART OF THE WORK, SUCH DETAILS SHALL BE THE SAME AS FOR SIMILAR WORK SHOWN ON THE DRAWINGS. 6- PIPES, DUCTS, SLEEVES, CHASES, ETC.: SHALL NOT BE PLACED IN SLABS, BEAMS, OR WALLS UNLESS SPECIFICALLY SHOWN OR NOTED NOR SHALL ANY STRUCTURAL MEMBER BE CUT FOR PIPES, DUCTS, ETC., UNLESS SPECIFICALLY SHOWN. OBTAIN PRIOR WRITTEN APPROVAL FOR INSTALLATION OF ANY ADDITIONAL PIPES, DUCTS, ETC. 7- EXCAVATIONS: LOCATE AND PROTECT UNDERGROUND OR CONCEALED CONDUIT, PLUMBING OR OTHER UTILITIES WHERE NEW WORK IS BEING PERFORMED. 8- CONSTRUCTION LOADS: MATERIALS SHALL BE EVENLY DISTRIBUTED IF PLACED ON FRAMED FLOORS OR ROOFS. LOADS SHALL NOT EXCEED THE ALLOWABLE LOADING FOR THE SUPPORTING MEMBERS AND THEIR CONNECTIONS. 9- CONSTRUCTION METHODS AND PROJECT SAFETY: THE CONTRACT DRAWINGS AND SPECIFICATIONS REPRESENT THE FINISHED STRUCTURE AND DO NOT INDICATE METHODS, PROCEDURES OR SEQUENCE OF CONSTRUCTION. TAKE NECESSARY PRECAUTIONS TO MAINTAIN AND INSURE THE INTEGRITY OF THE STRUCTURE DURING CONSTRUCTION. NEITHER THE OWNER NOR ARCHITECT/ENGINEER WILL ENFORCE SAFETY MEASURES OR REGULATIONS. CONTRACTOR SHALL DESIGN, CONSTRUCT AND MAINTAIN ALL SAFETY DEVICES, INCLUDING SHORING AND BRACING, AND SHALL BE SOLELY RESPONSIBLE FOR CONFORMING TO ALL LOCAL, STATE AND FEDERAL SAFETY AND HEALTH STANDARDS, LAWS AND REGULATIONS. 10- CHANGES TO THE DRAWINGS: OBTAIN PRIOR WRITTEN APPROVAL. (85, 274, 428, 650)
nailing-schedule-row (842, 1345, 1180, 1355)
concrete-table-cell: 2500 PSI. (579, 384, 628, 396)
observation-program-title: STRUCTURAL OBSERVATION PROGRAM AND DESIGNATION OF THE STRUCTURAL OBSERVER (1329, 1004, 1476, 1034)
firm-subtitle: CONSULTING STRUCTURAL ENGINEERS (2020, 336, 2027, 477)
observation-checkbox-cell: ☐ MASONRY WALL FRAME (1437, 1348, 1513, 1370)
architect-label: ARCHITECT: (1325, 1125, 1374, 1135)
revisions-box (1994, 152, 2123, 289)
truss-joist-text: 1- TRUSS JOIST FLOOR AND BEAMS SHALL BE BY TRUS JOIST WEYERHAEUSER OR EQUAL TO PROVIDE THE SAME OR BETTER ALLOWABLE STRESSES. 2- TJI ARE APPROVED PER L.A.R.R.#22614. I.C.B.O. #4354. 3- LSL, LVL &PSL ARE APPROVED PER L.A.R.R.#25202. I.C.B.O. #4979 4- TJI FACE MOUNT HANGERS SHALL BE SIMPSON IUT HANGER.(U.N.O.) L.A.R.R.#25158. 5- TJI TOP FLANGE HANGERS SHALL BE SIMPSON ITT HANGER.(U.N.O.) L.A.R.R.#25158. 6- MICROLLAM LVL SHALL HAVE THE FOLLOWING ALLOWABLE STRESSES: E=1,900,000 psi G=118,750 psi Fb=2600 psi Fv=285 psi 7- TIMBERSTRAND LSL SHALL HAVE THE FOLLOWING ALLOWABLE STRESSES: E=1,700,000 psi G=93,750 psi Fb=2250 psi Fv=400 psi 8- PARALLAM PSL SHALL HAVE THE FOLLOWING ALLOWABLE STRESSES: E=2,000,000 psi G=125,000 psi Fb=2900 psi Fv=290 psi (1590, 1102, 1933, 1244)
nailing-fastener: 2-8d (1108, 1335, 1128, 1344)
nailing-connection: BUILT-UP CORNER STUDS (842, 1365, 944, 1375)
nailing-connection: CEILING JOISTS TO PARALLEL RAFTERS, FACE NAIL (842, 1315, 1060, 1324)
nailing-connection: 2" PLANKS, EACH END AND EACH BEARING (842, 1396, 1016, 1406)
nailing-fastener: 3-8d (1108, 1355, 1128, 1365)
nailing-fastener: 3-16d (1108, 1304, 1133, 1314)
concrete-table-cell: 2500 PSI. (579, 444, 628, 457)
nailing-connection: 1" X 6" SUBFLOOR OR LESS TO EACH JOIST, FACE NAIL (842, 1122, 1079, 1132)
wood-panels-heading: WOOD STRUCTURAL PANELS (APA RATED) (463, 1290, 706, 1304)
project-address: 506 NORTH PALM DR. BEVERLY HILLS, CA (2030, 656, 2041, 854)
nailing-connection: CEILING JOISTS TO PLATE, TOENAIL (842, 1284, 996, 1294)
checked-row (1996, 1039, 2121, 1063)
steel-heading: STRUCTURAL STEEL AND MISC. IRON (1229, 202, 1443, 215)
seal-number: No.4659 (2048, 924, 2072, 930)
engineer-signature-label: SIGNATURE (1229, 1715, 1272, 1725)
engineer-signature-line (1229, 1715, 1515, 1726)
revision-row (1996, 212, 2121, 228)
column-wood-nailing (842, 170, 1216, 1488)
scale-value: N.T.S. (2044, 1098, 2073, 1109)
special-inspection-text: 1- SPECIAL INSPECTOR: EMPLOYED BY THE OWNER (UBC 1701.1). 2- REPORTS: PREPARED BY THE INSPECTOR AND SIGNED BY A CALIFORNIA CIVIL ENGINEER. SUBMITTED TO THE BUILDING OFFICIAL AND THE ENGINEER. ALL DISCREPANCIES SHALL BE BROUGHT TO THE IMMEDIATE ATTENTION OF THE CONTRACTOR FOR CORRECTION, THEN, IF NOT CORRECTED, TO THE BUILDING OFFICIAL AND THE ENGINEER (UBC 1701.3). 3- THE SPECIAL INSPECTION IS TO BE CONTINUOUS DURING THE PERFORMANCE OF THE WORK UNLESS OTHERWISE SPECIFIED. 4- CERTIFICATION: INSPECTOR MUST BE CERTIFIED BY THE BUILDING OFFICIAL TO PERFORM THE TYPES OF INSPECTIONS SPECIFIED. (1590, 313, 1948, 414)
nailing-schedule-row (842, 1142, 1180, 1153)
nailing-connection: RIM JOIST TO TOP PLATE, TOENAIL (842, 1253, 992, 1263)
seal-name: MAGED SAAD (2042, 915, 2077, 920)
title-block (1994, 152, 2123, 1491)
observation-firm-name: MAGED SAAD & ASSOC. (1247, 1238, 1333, 1248)
nailing-fastener: 2-8d (1108, 1345, 1128, 1355)
description-value: NEW RESIDENCE (1330, 1093, 1393, 1103)
observation-column-header: WALL (1392, 1270, 1437, 1282)
nailing-connection: TOP PLATE TO STUD, END NAIL (842, 1182, 972, 1192)
nailing-connection: BLOCKING BETWEEN JOISTS OR RAFTERS TO TOP PLATE, TOENAIL (842, 1244, 1113, 1253)
structural-observations-heading: SPECIAL STRUCTURAL OBSERVATIONS BY THE STRUCTURAL ENGINEER (CBC 1702) (1590, 730, 1924, 740)
description-line (1229, 1094, 1577, 1104)
nailing-schedule-row (842, 1203, 1180, 1214)
nailing-connection: 1" X 8" SHEATHING TO EACH BEARING, FACE NAIL (842, 1345, 1055, 1355)
concrete-table-cell: 1" (682, 408, 771, 420)
observation-firm-details (1233, 1238, 1562, 1249)
declaration-owner-text: I, THE OWNER OF THE PROJECT, DECLARE THAT THE FIRM OR INDIVIDUAL LISTED ABOVE IS HIRED BY ME TO BE THE STRUCTURAL OBSERVER. (1229, 1450, 1572, 1470)
nailing-fastener: 2-20d (1108, 1385, 1133, 1395)
observation-column-header: DIAPHRAGM (1513, 1270, 1567, 1282)
nailing-schedule-row (842, 1305, 1180, 1315)
declaration-engineer-text: I, THE ENGINEER OF RECORD FOR THE PROJECT, DECLARE THE FIRM OR INDIVIDUAL LISTED ABOVE IS DESIGNATED BY ME TO BE RESPONSIBLE FOR THE STRUCTURAL OBSERVATION. (1229, 1610, 1563, 1651)
revision-row (1996, 245, 2121, 261)
nailing-fastener: 3-8d (1112, 1244, 1132, 1253)
architect-name: GABBAY ARCHITECTS (2047, 619, 2072, 854)
nailing-fastener: 16d @ 16" O.C. (1108, 1223, 1177, 1233)
engineer-value: MAGED SAAD (1465, 1125, 1514, 1135)
additional-notes-heading: ADDITIONAL NOTES (1590, 891, 1667, 901)
observation-row (1229, 1326, 1567, 1348)
concrete-materials-text: 1- MATERIALS: CEMENT: ASTM C-150 TYPE I OR II U.N.O. IN SOILS REPORT AGGREGATE: ASTM C-33 STANDARD WEIGHT REINFORCEMENT: ASTM A-615 GRADE 60 ANCHOR BOLTS: ASTM A-36 HOOKED ANCHOR BOLTS ANCHOR BOLTS: ASTM A-307 HEADED MACHINE BOLTS 2- CONCRETE STRENGTHS: CONCRETE STRENGTHS SHOWN IN THE FOLLOWING TABLE ARE THE MINIMUM COMPRESSIVE STRENGTHS AT 28 DAYS; AND THE AGGREGATE (AGG) SHOWN IS THE MAXIMUM SIZE. CONCRETE SHALL BE STANDARD WEIGHT CONCRETE (145 PCF). (463, 232, 797, 343)
nailing-schedule-row (842, 1234, 1180, 1244)
sheet-number: S-1 (2032, 1175, 2085, 1212)
concrete-table-cell: 1" (682, 432, 771, 444)
concrete-table-header: LOCATION (477, 371, 580, 384)
nailing-fastener: 4-8d (1108, 1294, 1128, 1304)
nailing-fastener: 3-8d (1108, 1284, 1128, 1294)
job-value (1996, 1121, 2121, 1136)
nailing-fastener: 2-16d (1108, 1396, 1133, 1406)
observation-row (1229, 1348, 1567, 1370)
observation-checkbox-cell: ☐ STEPP'G/RETAIN'G FOUNDATION, HILLSIDE SPECIAL ANCHORS (1229, 1348, 1392, 1370)
concrete-table-cell: 4" (628, 420, 682, 433)
sheet-number-box (1994, 1158, 2123, 1230)
inspection-notes-title: INSPECTION NOTES (1681, 185, 1895, 207)
nailing-fastener: 20d @ 32" O.C. (1108, 1375, 1177, 1385)
nailing-connection: RAFTER TO PLATE, TOENAIL (842, 1324, 958, 1334)
concrete-table-row (477, 444, 771, 457)
date-label: DATE (2050, 1065, 2067, 1072)
nailing-connection: END NAIL (842, 1203, 996, 1212)
concrete-table-cell: 4" (628, 444, 682, 457)
nailing-fastener: 2-8d (1108, 1112, 1128, 1121)
nailing-schedule-row (842, 1122, 1180, 1132)
nailing-fastener: 2-8d (1108, 1122, 1128, 1132)
nailing-schedule-row (842, 1335, 1180, 1346)
nailing-schedule-row (842, 1193, 1180, 1203)
observation-checkbox-cell: ☐ OTHERS: (1437, 1370, 1513, 1383)
observation-checkbox-cell: ☐ STEEL DECK (1513, 1304, 1567, 1326)
observation-column-header: FOUNDATION (1229, 1270, 1392, 1282)
observation-row (1229, 1304, 1567, 1326)
concrete-strength-table (476, 371, 771, 457)
nailing-schedule-row (842, 1153, 1180, 1163)
concrete-table-cell: SIDEWALK, CURBS, ETC. (477, 444, 580, 457)
owner-date-label: DATE (1482, 1511, 1502, 1521)
masonry-text: 1- MATERIALS: CONCRETE BLOCK CONFORMING TO ASTM C-90 GRADE N, MEDIUM WEIGHT DESIGN BASED ON HALF STRESS ALLOWABLE VALUES F'm=1500 PSI.(U.N.O.) ALL CELLS SOLID GROUTED MORTAR TO BE TYPE S CONSISTING OF 1 PART PORTLAND CEMENT 1/4 PART LIME PUTTY AND NO MORE THAN 3 TIMES THE VOLUME OF CEMENT AND LIME OF DAMP LOOSE SAND. (UBC STD 21-18) GROUTH SHALL BE 1 PART PORTLAND CEMENT, 3 PARTS SAND AND NO MORE THAN 1/10 PART LIME. (UBC STD 21-19) SLUMP TO BE 9" MAXIMUM REINFORCEMENT TO CONFORM TO ASTM A-615 GRADE 60 FOR #5 AND LARGER & GRADE 40 FOR #4 AND SMALLER HOOKED ANCHOR BOLTS TO CONFORM TO ASTM A-36 HEADED MACHINE BOLTS TO CONFORM TO ASTM A-307 2- BLOCK LAYUP: RUNNING BOND, CONCAVE COMPRESSED JOINTS, INVERTED BOND BEAM UNITS FOR STARTING COURSES. TOOTHING NOT ALLOWED. 3- REINFORCEMENT: A) VERTICAL: ONE PIECE, NO SPLICES, CENTERED IN THE WALL UNLESS SPECIFICALLY DETAILED OTHERWISE. VERTICAL SUPPORT SPACERS 200 REINFORCEMENT DIAMETERS MAXIMUM. DOWEL REINFORCEMENT TO SUPPORTING MEMBERS WITH SAME SIZE AND SPACING OF REINFORCEMENT AS SHOWN ON THE DRAWINGS. B) SPLICES (LAPS): 50 BAR DIAMETERS OR 48 INCHES, WHICHEVER IS GREATER. (U.N.O.) 4- GROUTING: A) GROUT SHALL HAVE A COMPRESSIVE STRENGTH f'c = 2500 P.S.I. B) CONSOLIDATED: AT TIME OF PLACEMENT BY MECHANICAL VIBRATION AND THEN RECONSOLIDATED BEFORE PLASTICITY IS LOST. C) POURS OVER 5 FEET: PROVIDE CLEANOUTS IN BOTTOM COURSE AT REINFORCEMENT (32 INCHES MAX). D) HORIZONTAL CONSTRUCTION JOINTS: FORMED BY STOPPING THE GROUT POUR 1-1/2 INCHES BELOW THE TOP OF A MORTAR JOINT AND A MINIMUM OF 1/2 INCH BELOW THE TOP OF BOND BEAMS. F) LIFTS LESS THAN 5 FEET: PLACED IN A CONTINUOUS POUR. 5- REINFORCEMENT CONGESTION: DOUBLE OPEN END BLOCKS OR U BLOCKS TO BE USED TO FACILITATE CONSTRUCTION. 6- WOOD TO MASONRY ATTACHMENT: WHERE WOOD ABUTS MASONRY, ANCHOR WITH 5/8 INCH ANCHOR BOLTS 8 INCHES FROM EACH END AND 48 INCHES ON CENTER. (U.N.O.) 7- VERTICAL CUT SHALL BE PER THE SOIL REPORT. 8- ALL CONCRETE FOOTINGS AND KEY SHALL HAVE A COMPRESSIVE STRENGTH f'c= 2500 p.s.i. (U.N.O.) 9- WATER PROOFING MATERIAL SHALL BE BY GRACE CONSTRUCTION PRODUCTS. TEL: (617) 876-1400. L.A.R.F.#23864. OR OTHER L.A.CITY APPROVED PRODUCT. (85, 1079, 423, 1535)
concrete-table-cell: 3000 PSI. (579, 432, 628, 444)
owner-line: OWNER: MR GOLSHAN ARCHITECT:_______ ENGINEER: MAGED SAAD (1229, 1125, 1514, 1135)
seal-text: REGISTERED PROFESSIONAL ENGINEER (2027, 894, 2093, 903)
nailing-schedule-row (842, 1355, 1180, 1366)
drawn-label: DRAWN (2046, 1015, 2071, 1022)
firm-fax: Fax:(818) 783-8602 (2087, 340, 2097, 415)
observation-checkbox-cell: ☐ OTHERS: (1392, 1348, 1437, 1370)
nailing-schedule-heading: NAILING SCHEDULE (842, 1063, 956, 1076)
job-label: JOB NO. (2045, 1114, 2072, 1121)
nailing-schedule-row (842, 1396, 1180, 1406)
foundation-text: 1- GEOTECHNICAL INVESTIGATION: (IF APPLICABLE) -SOIL REPORT BY : THE J. BYER GROUP, INC. -REPORT # JB 20077-C DATED APRIL 26, 2005. 2- NATIVE SOILS MATERIAL: -ALLUVIAL TERRACE. 3- MINIMUM FOUNDED DEPTH & WIDTH OF FOOTINGS: DEPTH: 18" MIN. INTO ALLUVIUM OR APPROVED COMPACTED FILL. WIDTH: PER PLAN 4- FOUNDING OF FOOTINGS & SLABS: PER SOIL REPORT. 5- ALLOWABLE SOIL BEARING: CONTINOUS FOOTINGS: 1500 PSF. ISOLATED FOOTINGS: 1500 PSF. 6- SOIL REMOVAL AND RECOMPACTION: PER GEOTECHNICAL INVESTIGATION AND THE CONTRACT DOCUMENTS. ALL SOILS WORK SHALL BE OBSERVED AND TESTED BY THE GEOTECHNICAL ENGINEER. 7- GEOTECHNICAL ENGINEER: SHALL OBSERVE FOOTING EXCAVATIONS BEFORE PLACEMENT OF REINFORCING OR CONCRETE. FOOTING OBSERVATION AND COMPACTION REPORTS SHALL BE SENT TO THE ENGINEER AND BUILDING OFFICIAL. 8- ROOF AND AREA DRAINAGE: SHALL BE DIRECTED AWAY FROM THE FOUNDATIONS. 9- BACKFILL: EXCAVATIONS SHALL BE PROPERLY BACKFILLED. BACKFILL FOR WALLS SHALL BE PERVIOUS MATERIAL ACCEPTABLE TO THE GEOTECHNICAL ENGINEER. DO NOT PLACE BACKFILL BEHIND WALLS BEFORE THEY HAVE ATTAINED THEIR DESIGN STRENGTH. SHORE AND PROTECT WALLS FROM LATERAL LOADS UNTIL THE SUPPORTING MEMBERS ARE IN PLACE AND HAVE DEVELOPED SPECIFIED STRENGTHS. (85, 717, 419, 1011)
